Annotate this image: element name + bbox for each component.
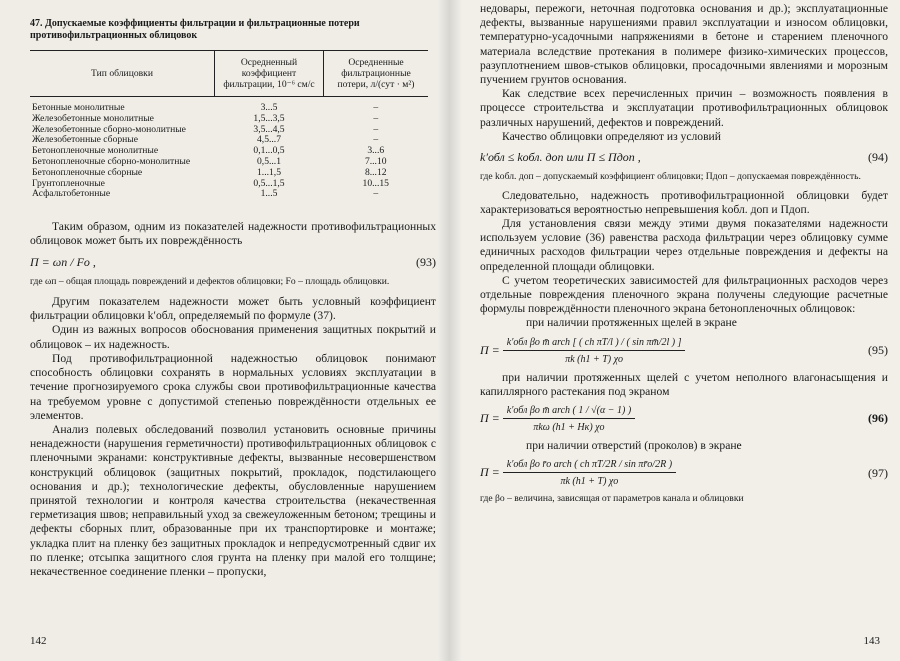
equation-numerator: k′обл βо m̄ arch ( 1 / √(α − 1) ) [503, 405, 635, 419]
cell-loss: – [373, 112, 379, 124]
cell-loss: 7...10 [364, 155, 387, 167]
paragraph: Другим показателем надежности может быть условный коэффициент фильтрации облицовки k′обл, определяемый по формуле (37). [30, 295, 436, 323]
cell-loss: – [373, 188, 379, 200]
formula-intro: при наличии протяженных щелей в экране [526, 316, 737, 330]
table-row [30, 114, 428, 125]
cell-type: Бетонопленочные монолитные [32, 145, 159, 157]
formula-intro: при наличии отверстий (проколов) в экране [526, 438, 742, 452]
equation-94 [480, 150, 888, 165]
table-row [30, 97, 428, 114]
formula-intro: при наличии протяженных щелей с учетом неполного влагонасыщения и капиллярного растекания под экраном [480, 370, 888, 398]
equation-lhs: П = [480, 410, 500, 425]
equation-number: (94) [868, 150, 888, 165]
cell-type: Асфальтобетонные [32, 188, 111, 200]
equation-96 [480, 405, 888, 433]
cell-coef: 0,5...1 [257, 155, 281, 167]
paragraph: Анализ полевых обследований позволил установить основные причины ненадежности (нарушения герметичности) противофильтрационных облицовок с пленочными экранами: конструктивные дефекты, вызванные несовершенством конструкций облицовок (защитных покрытий, прокладок, подстилающего основания и др.); технологические дефекты, обусловленные нарушением принятой технологии и контроля качества строительства (некачественная герметизация швов; неправильный уход за свежеуложенным бетоном; трещины и дефекты сборных плит, образованные при их транспортировке и монтаже; укладка плит на пленку без защитных прокладок и непредусмотренный сдвиг их по пленке; отсыпка защитного слоя грунта на пленку при малой его толщине; некачественное соединение пленки – пропуски, [30, 422, 436, 578]
equation-note: где kобл. доп – допускаемый коэффициент облицовки; Пдоп – допускаемая повреждённость. [480, 171, 861, 183]
col-header-loss: Осредненные фильтрационные потери, л/(сут · м²) [324, 51, 429, 97]
cell-coef: 1,5...3,5 [253, 112, 285, 124]
equation-note: где ωп – общая площадь повреждений и дефектов облицовки; Fо – площадь облицовки. [30, 275, 390, 287]
cell-type: Железобетонные сборно-монолитные [32, 123, 186, 135]
paragraph: Для установления связи между этими двумя показателями надежности используем условие (36) равенства расхода фильтрации через облицовку сумме единичных расходов фильтрации через отдельные повреждения и дефекты на определенной площади облицовки. [480, 216, 888, 273]
page-number: 142 [30, 635, 47, 647]
equation-fraction [503, 405, 635, 433]
equation-denominator: πkω (h1 + Hк) χо [533, 421, 605, 433]
cell-loss: – [373, 123, 379, 135]
cell-type: Бетонопленочные сборные [32, 166, 143, 178]
cell-loss: 10...15 [362, 177, 389, 189]
paragraph: Качество облицовки определяют из условий [502, 129, 721, 143]
cell-type: Бетонопленочные сборно-монолитные [32, 155, 191, 167]
right-page [450, 0, 900, 661]
paragraph: Один из важных вопросов обоснования применения защитных покрытий и облицовок – их надежность. [30, 323, 436, 351]
cell-loss: – [373, 134, 379, 146]
paragraph: Как следствие всех перечисленных причин – возможность появления в процессе строительства и эксплуатации противофильтрационных облицовок различных нарушений, дефектов и повреждений. [480, 87, 888, 129]
equation-denominator: πk (h1 + T) χо [565, 353, 624, 365]
table-body [30, 97, 428, 201]
cell-type: Железобетонные сборные [32, 134, 138, 146]
paragraph: Под противофильтрационной надежностью облицовок понимают способность облицовки сохранять в нормальных условиях эксплуатации в течение прогнозируемого срока службы свои противофильтрационные качества на требуемом уровне с допустимой степенью повреждённости отдельных ее элементов. [30, 351, 436, 422]
equation-number: (96) [868, 411, 888, 426]
equation-number: (93) [416, 254, 436, 269]
cell-coef: 0,5...1,5 [253, 177, 285, 189]
equation-number: (95) [868, 343, 888, 358]
cell-type: Железобетонные монолитные [32, 112, 154, 124]
equation-note: где βо – величина, зависящая от параметров канала и облицовки [480, 493, 744, 505]
paragraph: С учетом теоретических зависимостей для фильтрационных расходов через отдельные повреждения пленочного экрана получены следующие расчетные формулы повреждённости пленочного экрана бетонопленочных облицовок: [480, 273, 888, 316]
page-number: 143 [863, 635, 880, 647]
table-row [30, 168, 428, 179]
equation-formula: k′обл ≤ kобл. доп или П ≤ Пдоп , [480, 150, 641, 165]
cell-loss: 3...6 [367, 145, 385, 157]
cell-coef: 3,5...4,5 [253, 123, 285, 135]
equation-lhs: П = [480, 464, 500, 479]
paragraph: недовары, пережоги, неточная подготовка основания и др.); эксплуатационные дефекты, вызванные нарушениями правил эксплуатации и износом облицовки, температурно-усадочными напряжениями в бетоне и старением пленочного материала вследствие протекания в полимере физико-химических процессов, разуплотнением швов-стыков облицовки, просадочными явлениями и морозным пучением грунтов основания. [480, 2, 888, 87]
cell-coef: 1...1,5 [257, 166, 281, 178]
equation-denominator: πk (h1 + T) χо [560, 476, 619, 488]
col-header-type: Тип облицовки [30, 51, 215, 97]
cell-loss: 8...12 [364, 166, 387, 178]
equation-numerator: k′обл βо m̄ arch [ ( ch πT/l ) / ( sin πm̄/2l ) ] [503, 337, 686, 351]
filtration-table [30, 50, 428, 200]
equation-95 [480, 337, 888, 365]
equation-formula: П = ωп / Fо , [30, 254, 96, 269]
cell-type: Грунтопленочные [32, 177, 105, 189]
col-header-coef: Осредненный коэффициент фильтрации, 10⁻⁶ см/с [215, 51, 324, 97]
cell-coef: 4,5...7 [257, 134, 281, 146]
equation-93 [30, 255, 436, 270]
paragraph: Таким образом, одним из показателей надежности противофильтрационных облицовок может быть их повреждённость [30, 220, 436, 248]
cell-coef: 1...5 [260, 188, 278, 200]
equation-numerator: k′обл βо r̄о arch ( ch πT/2R / sin πr̄о/2R ) [503, 459, 676, 473]
cell-coef: 0,1...0,5 [253, 145, 285, 157]
equation-fraction [503, 337, 686, 365]
paragraph: Следовательно, надежность противофильтрационной облицовки будет характеризоваться вероятностью непревышения kобл. доп и Пдоп. [480, 188, 888, 216]
table-header-row [30, 51, 428, 97]
cell-loss: – [373, 102, 379, 113]
equation-lhs: П = [480, 342, 500, 357]
table-row [30, 189, 428, 200]
cell-coef: 3...5 [260, 102, 278, 113]
book-gutter [438, 0, 462, 661]
cell-type: Бетонные монолитные [32, 102, 125, 113]
equation-fraction [503, 459, 676, 487]
table-caption: 47. Допускаемые коэффициенты фильтрации и фильтрационные потери противофильтрационных облицовок [30, 18, 360, 41]
equation-97 [480, 459, 888, 487]
equation-number: (97) [868, 465, 888, 480]
